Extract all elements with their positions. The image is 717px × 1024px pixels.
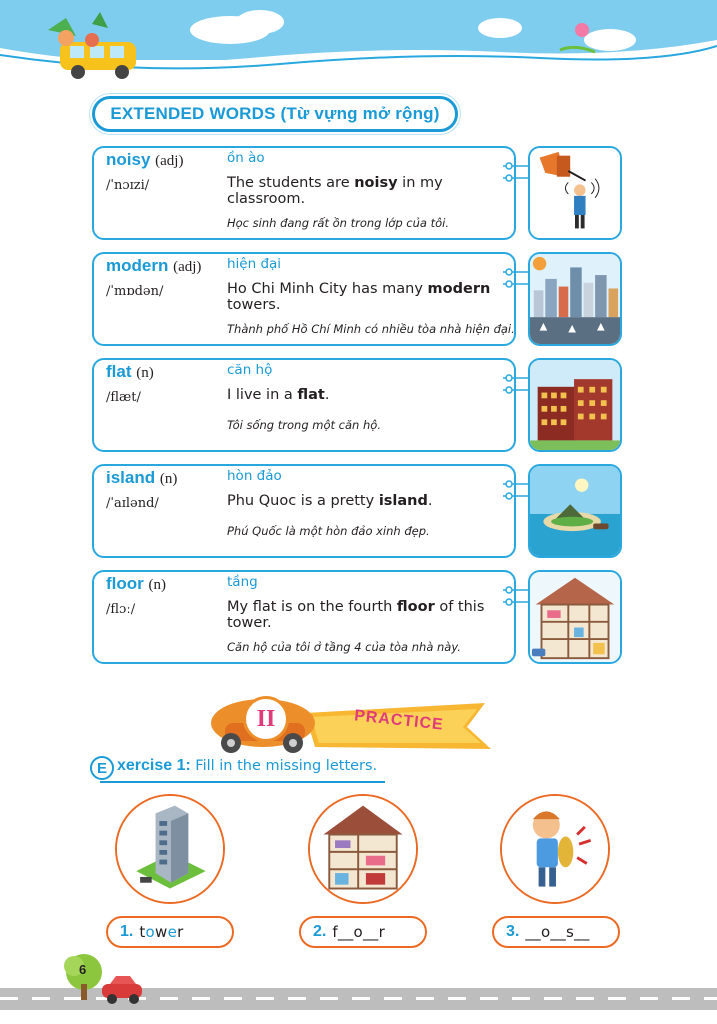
word-text: island — [106, 468, 156, 487]
answer-number: 1. — [120, 923, 134, 940]
answer-text: tower — [139, 923, 184, 941]
answer-field-3[interactable] — [492, 916, 620, 948]
word-ipa: /flæt/ — [106, 390, 141, 405]
tree-car-decoration — [58, 950, 158, 1006]
word-entry — [106, 256, 201, 276]
word-pos: (adj) — [155, 153, 184, 169]
word-card-island — [92, 464, 516, 558]
answer-text: f__o__r — [332, 923, 386, 941]
word-text: noisy — [106, 150, 151, 169]
house-floors-image — [528, 570, 622, 664]
noisy-boy-speaker-image — [528, 146, 622, 240]
word-meaning: hòn đảo — [227, 468, 282, 484]
answer-field-2[interactable] — [299, 916, 427, 948]
word-translation: Căn hộ của tôi ở tầng 4 của tòa nhà này. — [227, 640, 461, 654]
word-card-floor — [92, 570, 516, 664]
word-translation: Học sinh đang rất ồn trong lớp của tôi. — [227, 216, 450, 230]
answer-text: __o__s__ — [525, 923, 590, 941]
word-example: The students are noisy in my classroom. — [227, 175, 443, 207]
word-pos: (adj) — [173, 259, 202, 275]
exercise-badge-letter: E — [96, 759, 107, 777]
exercise-title: xercise 1: Fill in the missing letters. — [117, 757, 378, 774]
extended-words-title-text: EXTENDED WORDS (Từ vựng mở rộng) — [110, 104, 440, 123]
extended-words-title — [92, 96, 458, 132]
word-example: My flat is on the fourth floor of this tower. — [227, 599, 485, 631]
word-translation: Tôi sống trong một căn hộ. — [227, 418, 381, 432]
word-text: floor — [106, 574, 144, 593]
tower-image — [115, 794, 225, 904]
word-translation: Phú Quốc là một hòn đảo xinh đẹp. — [227, 524, 430, 538]
word-ipa: /flɔː/ — [106, 602, 136, 617]
word-example: Ho Chi Minh City has many modern towers. — [227, 281, 491, 313]
answer-number: 2. — [313, 923, 327, 940]
word-translation: Thành phố Hồ Chí Minh có nhiều tòa nhà hiện đại. — [227, 322, 515, 336]
word-text: modern — [106, 256, 169, 275]
word-card-flat — [92, 358, 516, 452]
word-meaning: tầng — [227, 574, 258, 590]
word-pos: (n) — [159, 471, 178, 487]
word-example: Phu Quoc is a pretty island. — [227, 493, 433, 509]
word-meaning: ồn ào — [227, 150, 265, 166]
word-entry — [106, 150, 183, 170]
flat-building-image — [528, 358, 622, 452]
exercise-underline — [100, 781, 385, 783]
word-example: I live in a flat. — [227, 387, 330, 403]
house-image — [308, 794, 418, 904]
word-entry — [106, 574, 166, 594]
word-card-modern — [92, 252, 516, 346]
answer-field-1[interactable] — [106, 916, 234, 948]
page-number: 6 — [79, 962, 87, 977]
exercise-instruction: Fill in the missing letters. — [195, 758, 378, 774]
answer-number: 3. — [506, 923, 520, 940]
word-meaning: căn hộ — [227, 362, 273, 378]
island-image — [528, 464, 622, 558]
word-ipa: /ˈmɒdən/ — [106, 284, 164, 299]
word-pos: (n) — [148, 577, 167, 593]
header-sky-banner — [0, 0, 717, 85]
section-number: II — [256, 705, 276, 732]
word-ipa: /ˈnɔɪzi/ — [106, 178, 150, 193]
modern-city-skyline-image — [528, 252, 622, 346]
noisy-cymbal-boy-image — [500, 794, 610, 904]
word-entry — [106, 362, 154, 382]
practice-label: PRACTICE — [353, 707, 445, 734]
word-pos: (n) — [136, 365, 154, 381]
exercise-badge — [90, 756, 114, 780]
word-card-noisy — [92, 146, 516, 240]
word-meaning: hiện đại — [227, 256, 282, 272]
word-text: flat — [106, 362, 132, 381]
word-ipa: /ˈaɪlənd/ — [106, 496, 159, 511]
section-number-badge — [243, 696, 289, 742]
word-entry — [106, 468, 177, 488]
